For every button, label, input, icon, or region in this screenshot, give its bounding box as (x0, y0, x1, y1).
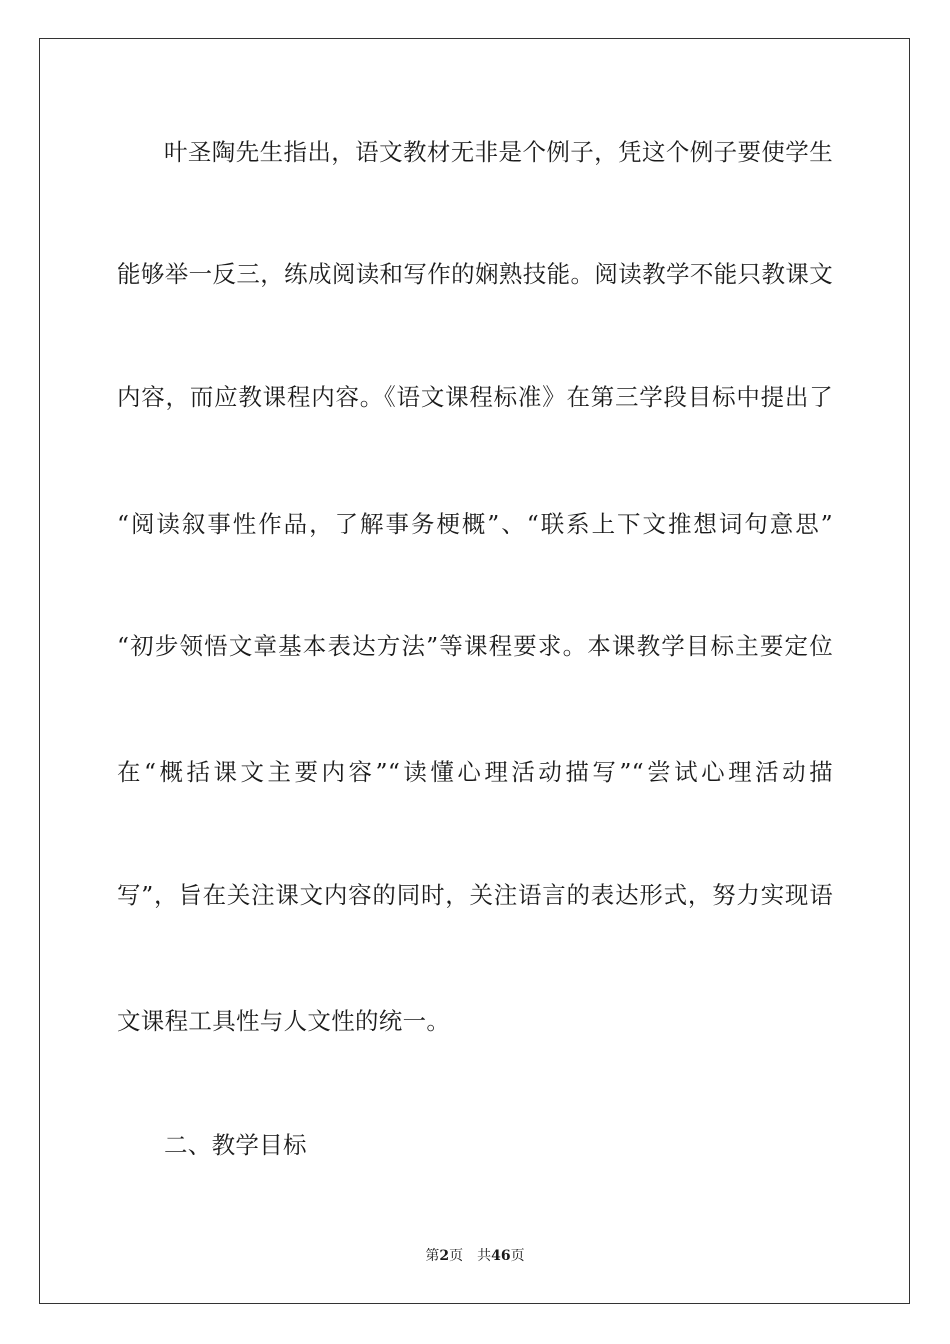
page-prefix: 第 (425, 1248, 440, 1264)
paragraph-line-8: 文课程工具性与人文性的统一。 (117, 1007, 451, 1035)
page-footer (0, 1247, 950, 1265)
section-heading: 二、教学目标 (164, 1131, 307, 1159)
paragraph-line-5: “初步领悟文章基本表达方法”等课程要求。本课教学目标主要定位 (117, 632, 833, 660)
total-suffix: 页 (510, 1248, 525, 1264)
paragraph-line-7: 写”，旨在关注课文内容的同时，关注语言的表达形式，努力实现语 (117, 881, 833, 909)
paragraph-line-6: 在“概括课文主要内容”“读懂心理活动描写”“尝试心理活动描 (117, 758, 833, 786)
total-pages: 46 (491, 1248, 511, 1264)
paragraph-line-3: 内容，而应教课程内容。《语文课程标准》在第三学段目标中提出了 (117, 383, 833, 411)
page-suffix: 页 (449, 1248, 464, 1264)
page-border (39, 38, 910, 1304)
paragraph-line-2: 能够举一反三，练成阅读和写作的娴熟技能。阅读教学不能只教课文 (117, 260, 833, 288)
paragraph-line-1: 叶圣陶先生指出，语文教材无非是个例子，凭这个例子要使学生 (164, 138, 833, 166)
paragraph-line-4: “阅读叙事性作品，了解事务梗概”、“联系上下文推想词句意思” (117, 510, 833, 538)
page-number: 2 (439, 1248, 450, 1264)
total-prefix: 共 (477, 1248, 492, 1264)
